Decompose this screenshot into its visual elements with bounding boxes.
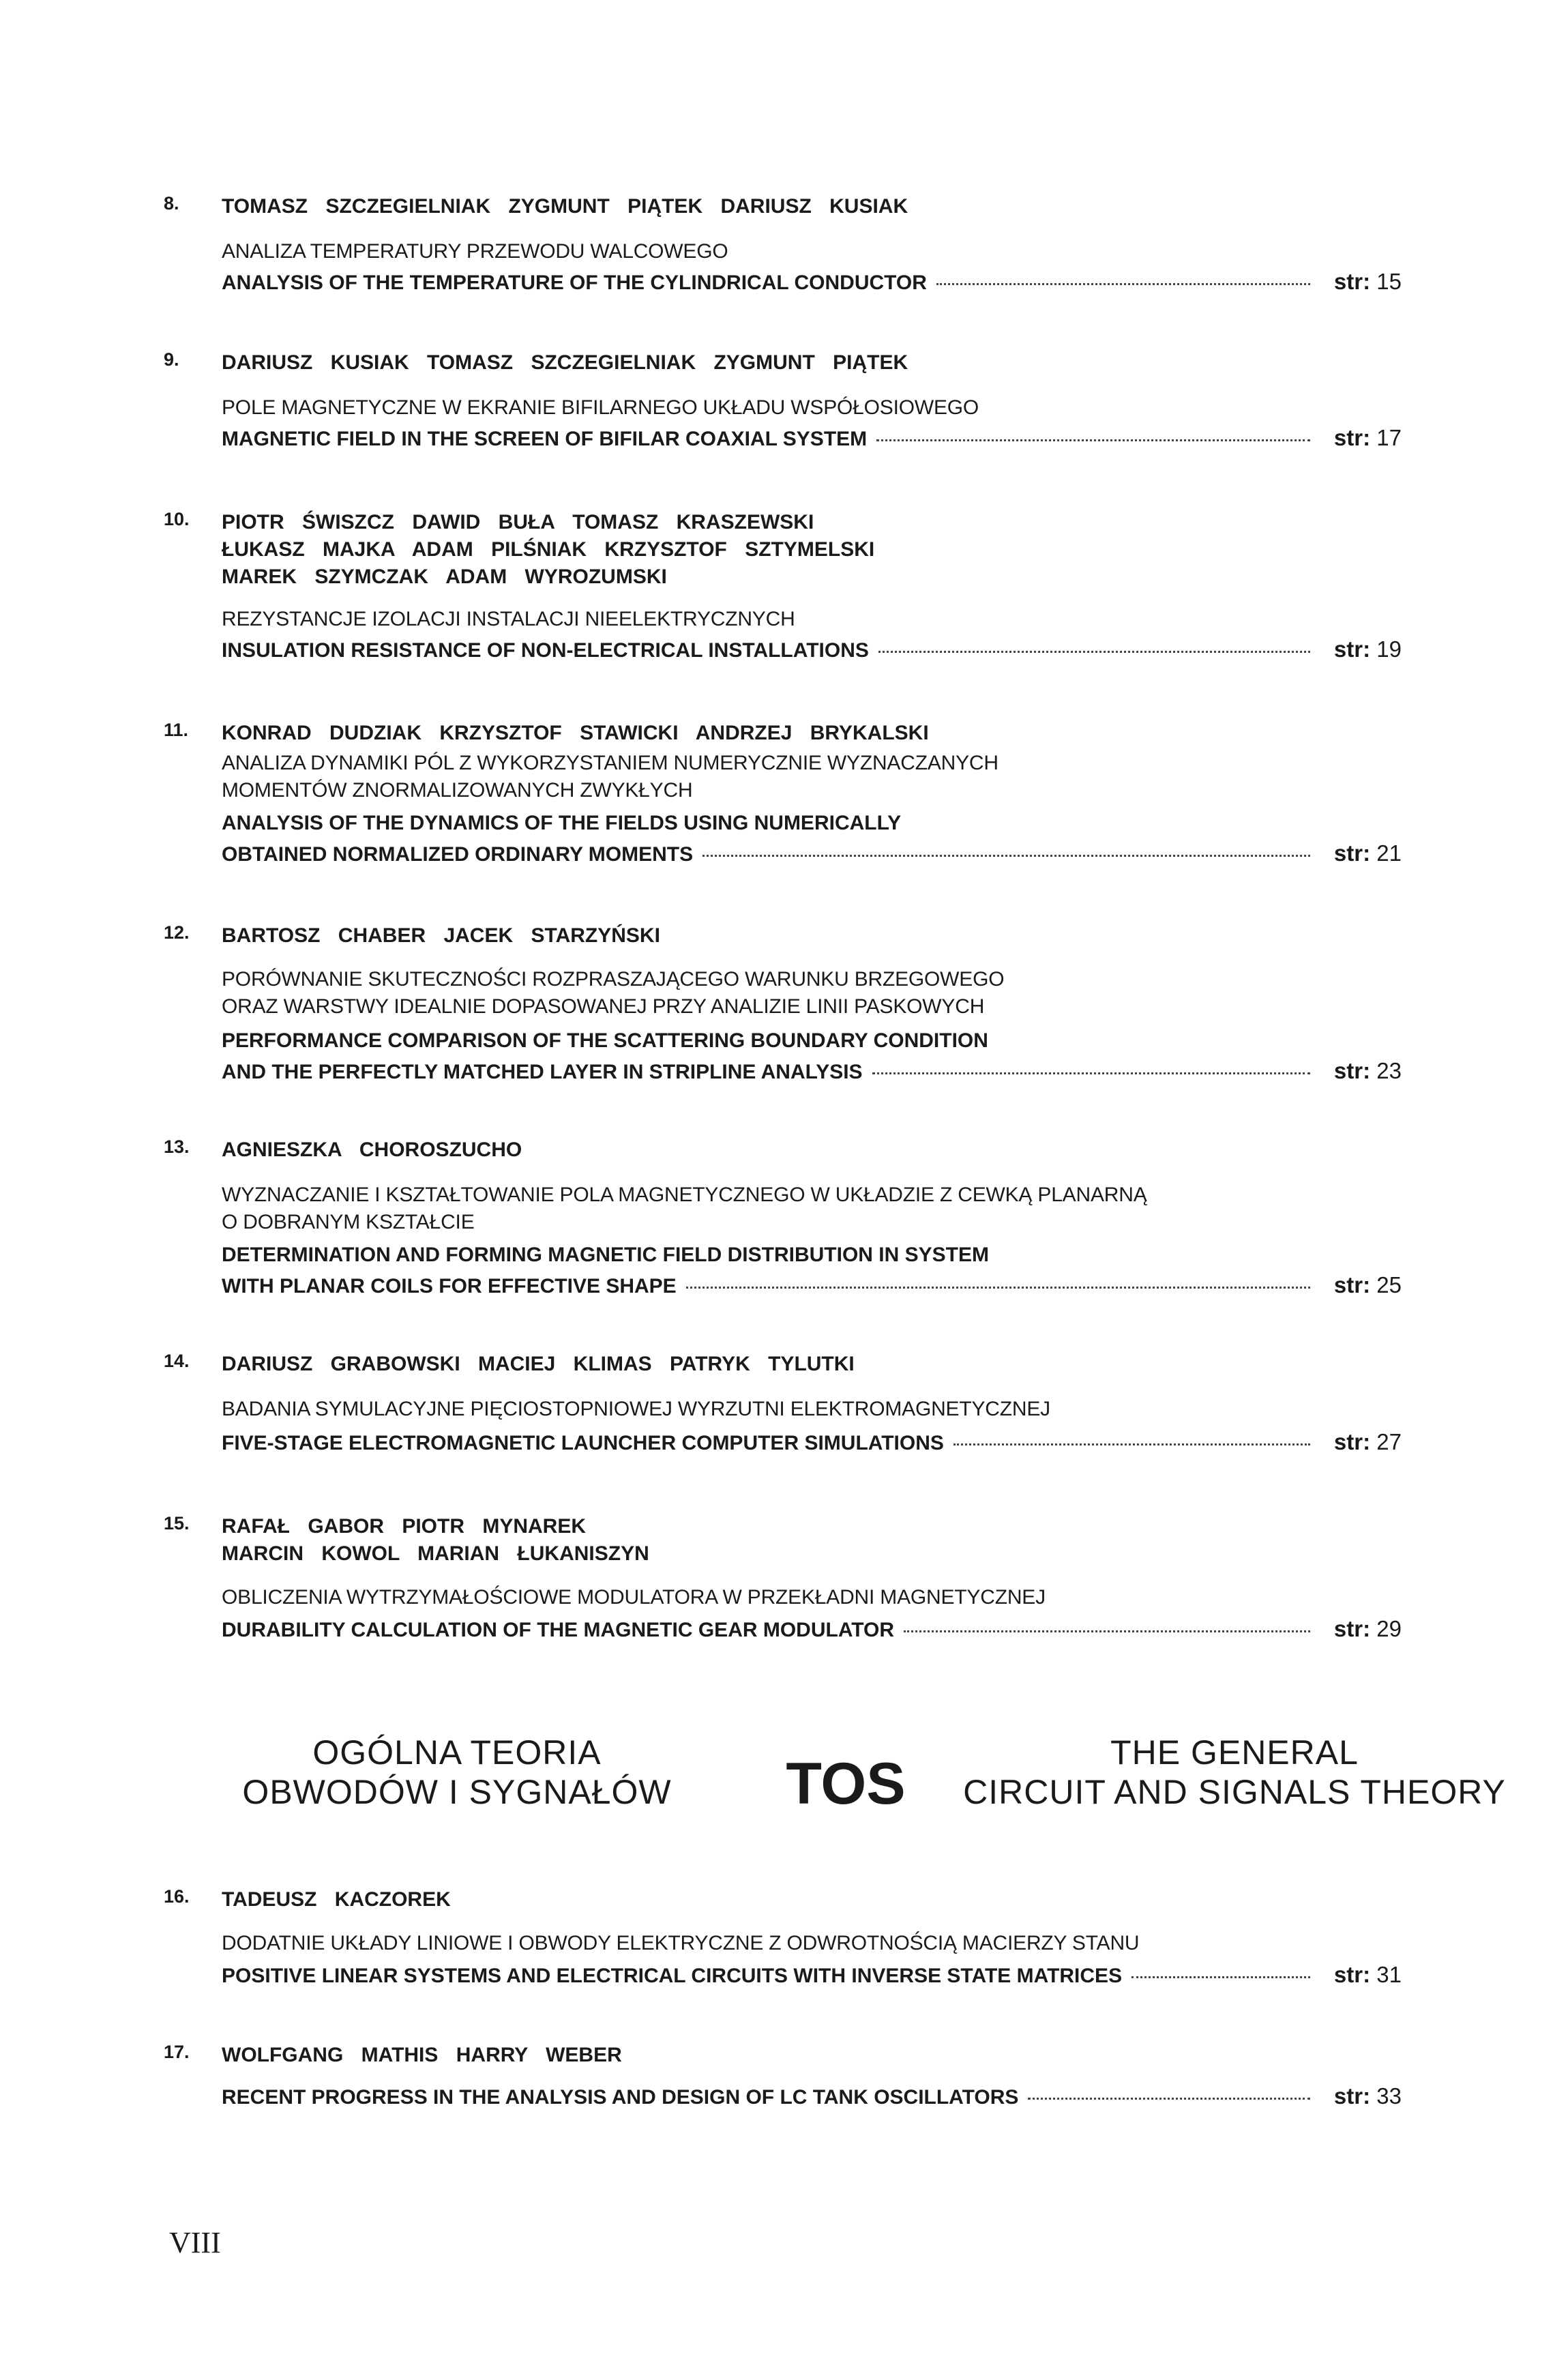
entry-number: 14. — [164, 1351, 190, 1371]
section-header — [0, 1733, 1568, 1842]
entry-number: 17. — [164, 2042, 190, 2062]
entry-authors: RAFAŁ GABOR PIOTR MYNAREK MARCIN KOWOL MARIAN ŁUKANISZYN — [222, 1515, 649, 1565]
dot-leader — [872, 1072, 1310, 1074]
entry-authors: BARTOSZ CHABER JACEK STARZYŃSKI — [222, 924, 660, 947]
page-ref: str: 25 — [1333, 1272, 1402, 1297]
entry-title-pl: PORÓWNANIE SKUTECZNOŚCI ROZPRASZAJĄCEGO WARUNKU BRZEGOWEGO — [222, 968, 1005, 990]
entry-title-pl: REZYSTANCJE IZOLACJI INSTALACJI NIEELEKTRYCZNYCH — [222, 608, 795, 630]
entry-title-en: ANALYSIS OF THE DYNAMICS OF THE FIELDS USING NUMERICALLY — [222, 812, 902, 834]
section-title-pl: OGÓLNA TEORIA OBWODÓW I SYGNAŁÓW — [242, 1733, 672, 1811]
page-ref: str: 23 — [1333, 1058, 1402, 1083]
entry-authors: WOLFGANG MATHIS HARRY WEBER — [222, 2044, 622, 2066]
page-ref: str: 17 — [1333, 425, 1402, 450]
dot-leader — [1028, 2098, 1310, 2100]
entry-title-pl: POLE MAGNETYCZNE W EKRANIE BIFILARNEGO UKŁADU WSPÓŁOSIOWEGO — [222, 396, 979, 419]
entry-title-en: MAGNETIC FIELD IN THE SCREEN OF BIFILAR COAXIAL SYSTEM str: 17 — [222, 425, 1402, 450]
entry-authors: KONRAD DUDZIAK KRZYSZTOF STAWICKI ANDRZEJ BRYKALSKI — [222, 722, 929, 744]
dot-leader — [876, 439, 1310, 441]
entry-title-pl: MOMENTÓW ZNORMALIZOWANYCH ZWYKŁYCH — [222, 779, 693, 802]
section-title-en: THE GENERAL CIRCUIT AND SIGNALS THEORY — [963, 1733, 1506, 1811]
entry-title-pl: O DOBRANYM KSZTAŁCIE — [222, 1211, 475, 1233]
entry-number: 12. — [164, 922, 190, 943]
dot-leader — [953, 1443, 1310, 1445]
entry-title-pl: DODATNIE UKŁADY LINIOWE I OBWODY ELEKTRYCZNE Z ODWROTNOŚCIĄ MACIERZY STANU — [222, 1932, 1140, 1954]
entry-number: 10. — [164, 509, 190, 529]
page-ref: str: 31 — [1333, 1962, 1402, 1987]
entry-title-en: INSULATION RESISTANCE OF NON-ELECTRICAL INSTALLATIONS str: 19 — [222, 636, 1402, 662]
entry-title-en: FIVE-STAGE ELECTROMAGNETIC LAUNCHER COMPUTER SIMULATIONS str: 27 — [222, 1429, 1402, 1454]
entry-title-en: PERFORMANCE COMPARISON OF THE SCATTERING BOUNDARY CONDITION — [222, 1029, 988, 1052]
page-ref: str: 27 — [1333, 1429, 1402, 1454]
entry-title-en: OBTAINED NORMALIZED ORDINARY MOMENTS str: 21 — [222, 840, 1402, 866]
entry-number: 13. — [164, 1136, 190, 1157]
entry-title-en: RECENT PROGRESS IN THE ANALYSIS AND DESIGN OF LC TANK OSCILLATORS str: 33 — [222, 2083, 1402, 2109]
dot-leader — [878, 651, 1310, 653]
dot-leader — [904, 1630, 1310, 1632]
dot-leader — [1131, 1976, 1310, 1978]
dot-leader — [936, 283, 1310, 285]
page-number: VIII — [169, 2226, 221, 2259]
entry-authors: DARIUSZ KUSIAK TOMASZ SZCZEGIELNIAK ZYGMUNT PIĄTEK — [222, 351, 908, 374]
entry-title-pl: WYZNACZANIE I KSZTAŁTOWANIE POLA MAGNETYCZNEGO W UKŁADZIE Z CEWKĄ PLANARNĄ — [222, 1184, 1147, 1206]
entry-authors: TOMASZ SZCZEGIELNIAK ZYGMUNT PIĄTEK DARIUSZ KUSIAK — [222, 195, 908, 218]
entry-title-en: DURABILITY CALCULATION OF THE MAGNETIC GEAR MODULATOR str: 29 — [222, 1616, 1402, 1641]
entry-title-en: DETERMINATION AND FORMING MAGNETIC FIELD DISTRIBUTION IN SYSTEM — [222, 1244, 989, 1266]
entry-authors: AGNIESZKA CHOROSZUCHO — [222, 1139, 522, 1161]
entry-number: 9. — [164, 349, 179, 370]
dot-leader — [686, 1287, 1310, 1289]
dot-leader — [702, 855, 1310, 857]
entry-title-pl: OBLICZENIA WYTRZYMAŁOŚCIOWE MODULATORA W PRZEKŁADNI MAGNETYCZNEJ — [222, 1586, 1046, 1609]
page-ref: str: 29 — [1333, 1616, 1402, 1641]
entry-number: 16. — [164, 1886, 190, 1907]
entry-number: 8. — [164, 193, 179, 214]
entry-number: 11. — [164, 720, 189, 740]
entry-title-en: POSITIVE LINEAR SYSTEMS AND ELECTRICAL CIRCUITS WITH INVERSE STATE MATRICES str: 31 — [222, 1962, 1402, 1987]
entry-authors: PIOTR ŚWISZCZ DAWID BUŁA TOMASZ KRASZEWSKI ŁUKASZ MAJKA ADAM PILŚNIAK KRZYSZTOF SZTYMELSKI MAREK SZYMCZAK ADAM WYROZUMSKI — [222, 511, 875, 588]
entry-title-pl: ORAZ WARSTWY IDEALNIE DOPASOWANEJ PRZY ANALIZIE LINII PASKOWYCH — [222, 995, 985, 1018]
page-ref: str: 21 — [1333, 840, 1402, 866]
entry-title-en: ANALYSIS OF THE TEMPERATURE OF THE CYLINDRICAL CONDUCTOR str: 15 — [222, 269, 1402, 294]
page-ref: str: 15 — [1333, 269, 1402, 294]
entry-title-en: WITH PLANAR COILS FOR EFFECTIVE SHAPE str: 25 — [222, 1272, 1402, 1297]
entry-title-pl: ANALIZA DYNAMIKI PÓL Z WYKORZYSTANIEM NUMERYCZNIE WYZNACZANYCH — [222, 752, 999, 774]
entry-number: 15. — [164, 1513, 190, 1533]
entry-authors: TADEUSZ KACZOREK — [222, 1888, 451, 1911]
entry-title-en: AND THE PERFECTLY MATCHED LAYER IN STRIPLINE ANALYSIS str: 23 — [222, 1058, 1402, 1083]
page-ref: str: 33 — [1333, 2083, 1402, 2109]
entry-authors: DARIUSZ GRABOWSKI MACIEJ KLIMAS PATRYK TYLUTKI — [222, 1353, 855, 1375]
page-ref: str: 19 — [1333, 636, 1402, 662]
entry-title-pl: BADANIA SYMULACYJNE PIĘCIOSTOPNIOWEJ WYRZUTNI ELEKTROMAGNETYCZNEJ — [222, 1398, 1050, 1420]
section-abbrev: TOS — [786, 1751, 906, 1817]
entry-title-pl: ANALIZA TEMPERATURY PRZEWODU WALCOWEGO — [222, 240, 728, 263]
